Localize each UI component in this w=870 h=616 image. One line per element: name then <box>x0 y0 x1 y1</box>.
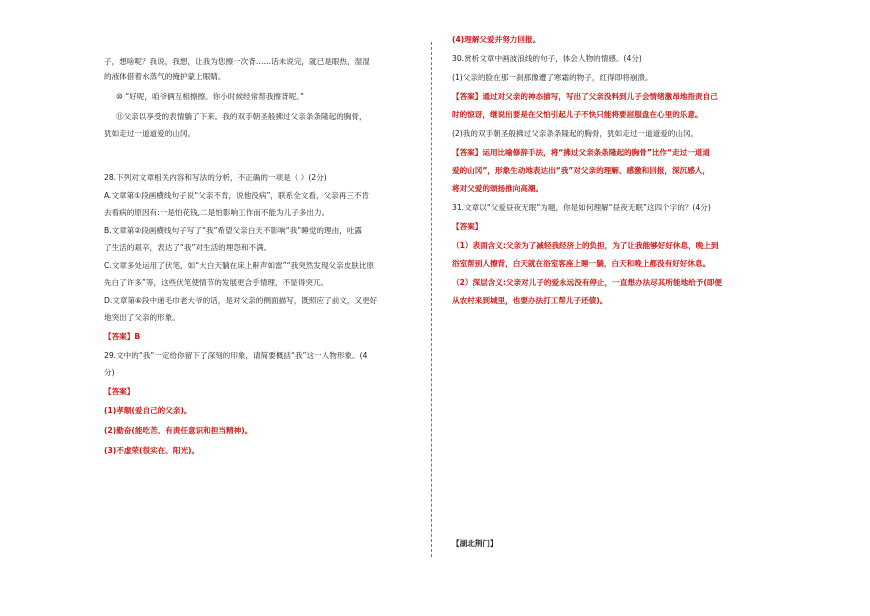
column-divider <box>431 42 432 557</box>
passage-paragraph-9-cont: 的液体借着水蒸气的掩护蒙上眼睛。 <box>104 72 226 81</box>
question-30: 30.赏析文章中画波浪线的句子，体会人物的情感。(4分) <box>452 54 642 63</box>
answer-31-point-2: （2）深层含义:父亲对儿子的爱永远没有停止，一直想办法尽其所能地给予(即便 <box>452 278 722 287</box>
region-tag: 【湖北荆门】 <box>452 539 498 548</box>
question-30-sentence-1: (1)父亲的脸在那一刹那像遭了寒霜的物子，红得即将崩溃。 <box>452 73 653 82</box>
option-a: A.文章第①段画横线句子说“父亲不肯，说他没病”，联系全文看，父亲再三不肯 <box>104 191 370 200</box>
passage-paragraph-11-cont: 犹如走过一道道爱的山冈。 <box>104 129 196 138</box>
answer-30-1 <box>452 91 770 102</box>
answer-30-2-cont-1: 爱的山冈”，形象生动地表达出“我”对父亲的理解、感激和回报，深沉感人， <box>452 166 710 175</box>
answer-label: 【答案】 <box>104 332 135 341</box>
answer-29-point-1: (1)孝顺(爱自己的父亲)。 <box>104 406 192 415</box>
answer-29-label: 【答案】 <box>104 387 135 396</box>
passage-paragraph-9: 子，想啥呢？我说，我想，让我为您擦一次背……话未说完，就已是眼热，湿湿 <box>104 57 370 66</box>
answer-30-1-cont: 时的惊讶，继说出要是在父怕引起儿子不快只能将要屈服盘在心里的乐意。 <box>452 110 703 119</box>
passage-paragraph-10: ⑩ “好呢，咱爷俩互相擦擦。你小时候经常帮我擦背呢。” <box>116 92 304 101</box>
question-31: 31.文章以“父爱昼夜无眠”为题，你是如何理解“昼夜无眠”这四个字的？(4分) <box>452 203 711 212</box>
answer-label: 【答案】 <box>452 92 483 101</box>
option-d: D.文章第⑥段中递毛巾老大爷的话，是对父亲的侧面描写，既照应了前文，又更好 <box>104 296 378 305</box>
answer-30-2-cont-2: 将对父爱的颂扬推向高潮。 <box>452 184 544 193</box>
answer-30-2 <box>452 147 770 158</box>
answer-31-label: 【答案】 <box>452 222 483 231</box>
question-29: 29.文中的“我”一定给你留下了深刻的印象，请简要概括“我”这一人物形象。(4 <box>104 351 368 360</box>
passage-paragraph-11: ⑪父亲以享受的表情躺了下来。我的双手朝圣般拂过父亲条条隆起的胸骨， <box>116 112 367 121</box>
option-d-cont: 地突出了父亲的形象。 <box>104 313 180 322</box>
answer-28-value: B <box>134 332 141 341</box>
answer-29-point-4: (4)理解父爱并努力回报。 <box>452 35 541 44</box>
right-column <box>452 35 770 306</box>
answer-29-point-2: (2)勤奋(能吃苦、有责任意识和担当精神)。 <box>104 426 253 435</box>
answer-30-2-text: 运用比喻修辞手法，将“拂过父亲条条隆起的胸骨”比作“走过一道道 <box>482 148 710 157</box>
answer-29-point-3: (3)不虚荣(很实在、阳光)。 <box>104 446 200 455</box>
answer-31-point-1: （1）表面含义:父亲为了减轻我经济上的负担，为了让我能够好好休息，晚上到 <box>452 241 719 250</box>
option-b-cont: 了生活的艰辛，表达了“我”对生活的埋怨和不满。 <box>104 243 272 252</box>
answer-28 <box>104 331 420 342</box>
option-b: B.文章第②段画横线句子写了“我”希望父亲白天不影响“我”睡觉的理由，吐露 <box>104 226 362 235</box>
question-28: 28.下列对文章相关内容和写法的分析，不正确的一项是（ ）(2分) <box>104 173 327 182</box>
option-a-cont: 去看病的原因有:一是怕花钱,二是怕影响工作而不能为儿子多出力。 <box>104 208 330 217</box>
answer-31-point-2-cont: 从农村来到城里，也要办法打工帮儿子还债)。 <box>452 296 608 305</box>
option-c-cont: 先白了许多”等，这些伏笔使情节的发展更合乎情理，不显得突兀。 <box>104 278 329 287</box>
answer-label: 【答案】 <box>452 148 483 157</box>
option-c: C.文章多处运用了伏笔，如“大白天躺在床上鼾声如雷”“我突然发现父亲皮肤比原 <box>104 261 375 270</box>
answer-30-1-text: 通过对父亲的神态描写，写出了父亲没料到儿子会情绪激昂地指责自己 <box>482 92 718 101</box>
left-column <box>104 44 420 456</box>
answer-31-point-1-cont: 浴室帮别人擦背，白天就在浴室客座上睡一躺，白天和晚上都没有好好休息。 <box>452 259 711 268</box>
question-29-cont: 分) <box>104 368 115 377</box>
question-30-sentence-2: (2)我的双手朝圣般拂过父亲条条隆起的胸骨，犹如走过一道道爱的山冈。 <box>452 129 699 138</box>
